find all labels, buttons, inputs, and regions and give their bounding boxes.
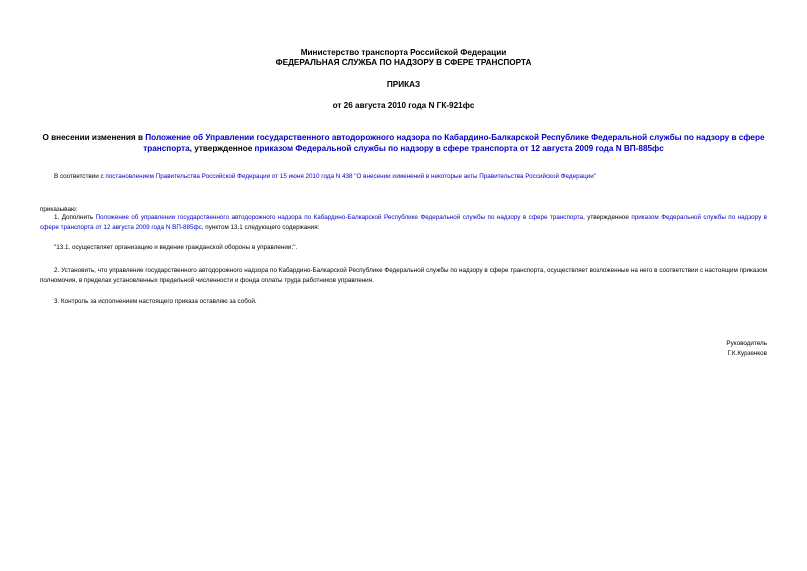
document-title	[40, 132, 767, 154]
title-prefix: О внесении изменения в	[42, 133, 146, 142]
item-3: 3. Контроль за исполнением настоящего приказа оставляю за собой.	[54, 298, 257, 305]
item1-middle: , утвержденное	[583, 214, 632, 221]
quoted-clause: "13.1. осуществляет организацию и ведение гражданской обороны в управлении;".	[54, 244, 298, 251]
signature-position: Руководитель	[726, 340, 767, 347]
title-middle: , утвержденное	[189, 144, 255, 153]
title-order-link[interactable]: приказом Федеральной службы по надзору в сфере транспорта от 12 августа 2009 года N ВП-885фс	[254, 144, 664, 153]
service-name: ФЕДЕРАЛЬНАЯ СЛУЖБА ПО НАДЗОРУ В СФЕРЕ ТРАНСПОРТА	[275, 58, 532, 67]
title-regulation-link[interactable]: Положение об Управлении государственного автодорожного надзора по Кабардино-Балкарской Республике Федеральной службы по надзору в сфере транспорта	[143, 133, 765, 153]
document-date-number: от 26 августа 2010 года N ГК-921фс	[332, 101, 475, 110]
item1-order-link[interactable]: приказом Федеральной службы по надзору в сфере транспорта от 12 августа 2009 года N ВП-885фс	[40, 214, 767, 231]
preamble-prefix: В соответствии с	[54, 173, 106, 180]
item1-suffix: , пунктом 13.1 следующего содержания:	[201, 224, 320, 231]
signature-name: Г.К.Курзенков	[727, 350, 767, 357]
document-type: ПРИКАЗ	[386, 80, 421, 89]
ministry-name: Министерство транспорта Российской Федерации	[300, 48, 507, 57]
item-1	[40, 213, 767, 233]
item1-regulation-link[interactable]: Положение об управлении государственного автодорожного надзора по Кабардино-Балкарской Республике Федеральной службы по надзору в сфере транспорта	[95, 214, 584, 221]
ordering-word: приказываю:	[40, 206, 78, 213]
item1-prefix: 1. Дополнить	[54, 214, 96, 221]
preamble	[54, 172, 596, 182]
preamble-decree-link[interactable]: постановлением Правительства Российской Федерации от 15 июня 2010 года N 438 "О внесении изменений в некоторые акты Правительства Российской Федерации"	[105, 173, 596, 180]
item-2: 2. Установить, что управление государственного автодорожного надзора по Кабардино-Балкарской Республике Федеральной службы по надзору в сфере транспорта, осуществляет возложенные на него в соответствии с настоящим приказом полномочия, в пределах установленных предельной численности и фонда оплаты труда работников управления.	[40, 267, 767, 284]
